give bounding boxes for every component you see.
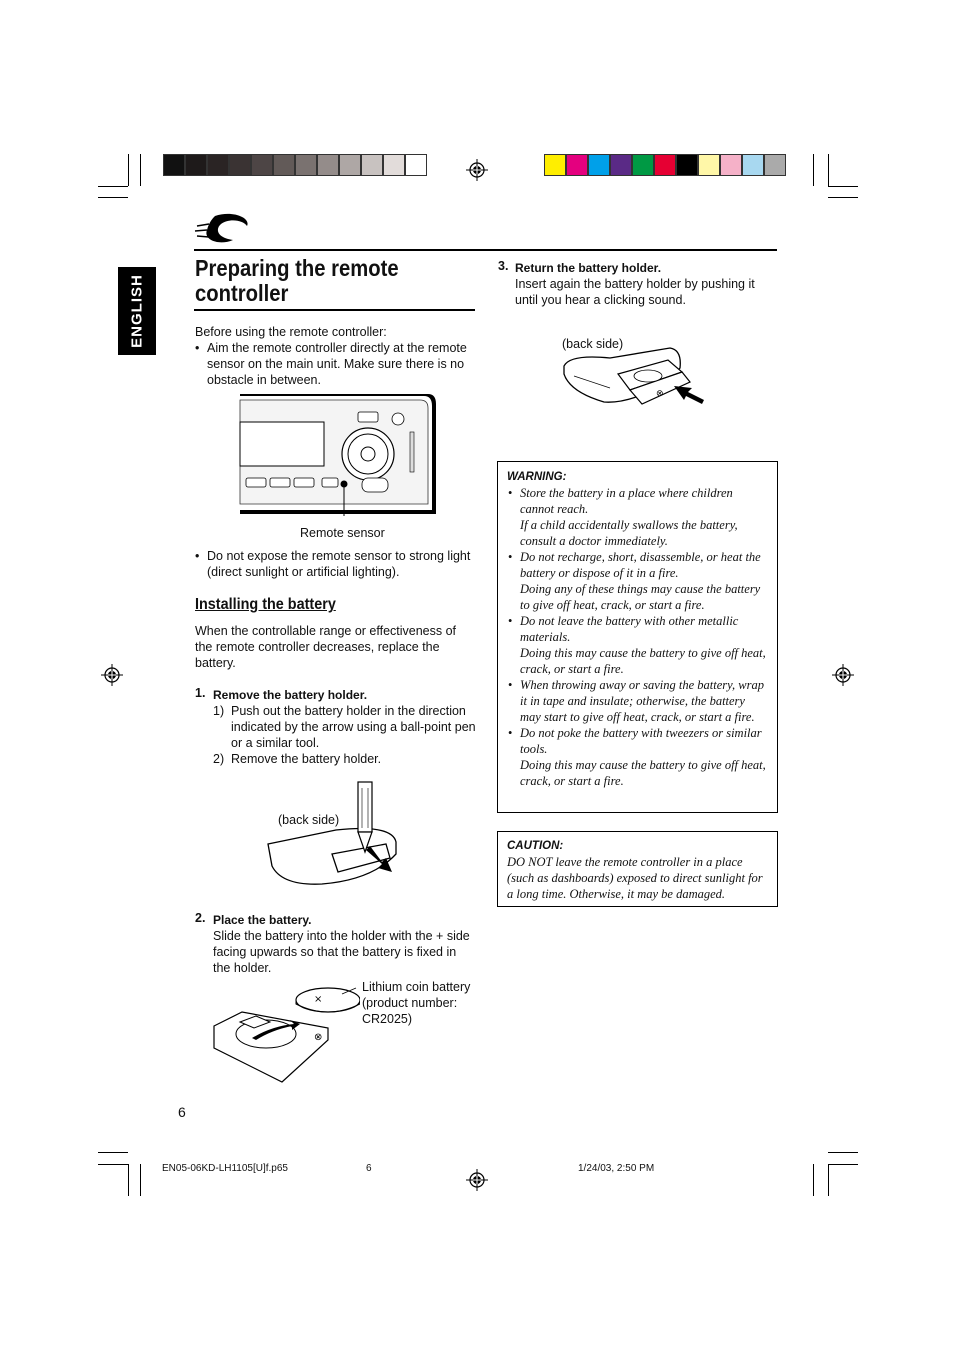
head-unit-illustration (238, 392, 438, 516)
footer-file: EN05-06KD-LH1105[U]f.p65 (162, 1163, 288, 1174)
crop-mark (828, 154, 829, 186)
color-swatch (361, 154, 383, 176)
color-swatch (163, 154, 185, 176)
svg-text:×: × (314, 994, 323, 1005)
step-heading: Return the battery holder. (515, 261, 662, 275)
substep-text: Remove the battery holder. (231, 752, 382, 766)
color-swatch (698, 154, 720, 176)
step-number: 3. (498, 259, 509, 273)
caution-heading: CAUTION: (507, 840, 564, 852)
warning-item (507, 613, 768, 677)
caution-box (497, 831, 778, 907)
intro-bullet: • Aim the remote controller directly at the remote sensor on the main unit. Make sure there is no obstacle in between. (195, 340, 477, 388)
color-swatch (720, 154, 742, 176)
installing-heading: Installing the battery (195, 596, 336, 613)
color-swatch (207, 154, 229, 176)
crop-mark (828, 186, 858, 187)
back-side-label: (back side) (278, 813, 340, 827)
registration-mark-icon (466, 1169, 488, 1191)
warning-item (507, 725, 768, 789)
registration-mark-icon (101, 664, 123, 686)
crop-mark (98, 186, 128, 187)
crop-mark (828, 197, 858, 198)
crop-mark (828, 1164, 858, 1165)
color-swatch (764, 154, 786, 176)
warning-item (507, 549, 768, 613)
step-heading: Remove the battery holder. (213, 688, 368, 702)
intro-bullet: • Do not expose the remote sensor to strong light (direct sunlight or artificial lighting). (195, 548, 477, 580)
section-logo-icon (193, 212, 251, 244)
warning-subtext: Doing any of these things may cause the battery to give off heat, crack, or start a fire. (520, 582, 761, 612)
warning-list (507, 485, 768, 789)
color-swatch (654, 154, 676, 176)
crop-mark (98, 197, 128, 198)
color-swatch (588, 154, 610, 176)
bullet-text: Aim the remote controller directly at the remote sensor on the main unit. Make sure there is no obstacle in between. (207, 341, 467, 387)
color-swatch (383, 154, 405, 176)
color-swatch (610, 154, 632, 176)
footer-page: 6 (366, 1163, 372, 1174)
crop-mark (98, 1164, 128, 1165)
page-number: 6 (178, 1104, 186, 1120)
intro-lead: Before using the remote controller: (195, 325, 387, 339)
title-underline (194, 309, 475, 311)
crop-mark (828, 1164, 829, 1196)
color-swatch (295, 154, 317, 176)
installing-body: When the controllable range or effectiveness of the remote controller decreases, replace the battery. (195, 624, 457, 670)
step-number: 1. (195, 686, 206, 700)
color-swatch (185, 154, 207, 176)
color-swatch (339, 154, 361, 176)
header-rule (194, 249, 777, 251)
color-swatch (566, 154, 588, 176)
svg-text:⊗: ⊗ (314, 1032, 323, 1043)
substep (213, 703, 477, 751)
color-swatch (251, 154, 273, 176)
title-line: Preparing the remote (195, 255, 399, 281)
crop-mark (128, 154, 129, 186)
registration-mark-icon (832, 664, 854, 686)
warning-subtext: Doing this may cause the battery to give off heat, crack, or start a fire. (520, 646, 766, 676)
step-body: Insert again the battery holder by pushing it until you hear a clicking sound. (515, 277, 755, 307)
warning-subtext: Doing this may cause the battery to give off heat, crack, or start a fire. (520, 758, 766, 788)
crop-mark (98, 1152, 128, 1153)
substep (213, 751, 477, 767)
warning-item (507, 485, 768, 549)
color-swatch (273, 154, 295, 176)
warning-subtext: If a child accidentally swallows the battery, consult a doctor immediately. (520, 518, 738, 548)
language-label: ENGLISH (128, 274, 146, 348)
crop-mark (813, 154, 814, 186)
svg-text:⊗: ⊗ (656, 389, 664, 399)
crop-mark (140, 1164, 141, 1196)
step-body: Slide the battery into the holder with the + side facing upwards so that the battery is fixed in the holder. (213, 929, 470, 975)
caution-text: DO NOT leave the remote controller in a place (such as dashboards) exposed to direct sunlight for a long time. Otherwise, it may be damaged. (507, 855, 763, 901)
warning-text: • Do not recharge, short, disassemble, or heat the battery or dispose of it in a fire. (520, 550, 761, 580)
footer-date: 1/24/03, 2:50 PM (578, 1163, 655, 1174)
step-heading: Place the battery. (213, 913, 312, 927)
substep-number: 2) (213, 752, 225, 766)
warning-text: • Do not leave the battery with other metallic materials. (520, 614, 739, 644)
remote-sensor-label: Remote sensor (300, 526, 385, 540)
place-battery-illustration (210, 978, 360, 1086)
process-color-bar (544, 154, 786, 176)
warning-heading: WARNING: (507, 471, 567, 483)
substep-number: 1) (213, 704, 225, 718)
gray-color-bar (163, 154, 427, 176)
crop-mark (813, 1164, 814, 1196)
bullet-text: Do not expose the remote sensor to strong light (direct sunlight or artificial lighting). (207, 549, 471, 579)
crop-mark (128, 1164, 129, 1196)
warning-item (507, 677, 768, 725)
language-tab (118, 267, 156, 355)
crop-mark (828, 1152, 858, 1153)
crop-mark (140, 154, 141, 186)
battery-label: Lithium coin battery (product number: CR2025) (362, 980, 471, 1026)
step-number: 2. (195, 911, 206, 925)
warning-text: • Store the battery in a place where children cannot reach. (520, 486, 733, 516)
warning-text: • When throwing away or saving the battery, wrap it in tape and insulate; otherwise, the battery may start to give off heat, crack, or start a fire. (520, 678, 764, 724)
back-side-label: (back side) (562, 337, 624, 351)
color-swatch (742, 154, 764, 176)
color-swatch (405, 154, 427, 176)
color-swatch (544, 154, 566, 176)
remove-holder-illustration (262, 780, 402, 888)
registration-mark-icon (466, 159, 488, 181)
substep-text: Push out the battery holder in the direction indicated by the arrow using a ball-point pen or a similar tool. (231, 704, 476, 750)
page-title (195, 256, 450, 306)
title-line: controller (195, 280, 289, 306)
color-swatch (676, 154, 698, 176)
warning-text: • Do not poke the battery with tweezers or similar tools. (520, 726, 762, 756)
color-swatch (229, 154, 251, 176)
color-swatch (632, 154, 654, 176)
warning-box (497, 461, 778, 813)
color-swatch (317, 154, 339, 176)
